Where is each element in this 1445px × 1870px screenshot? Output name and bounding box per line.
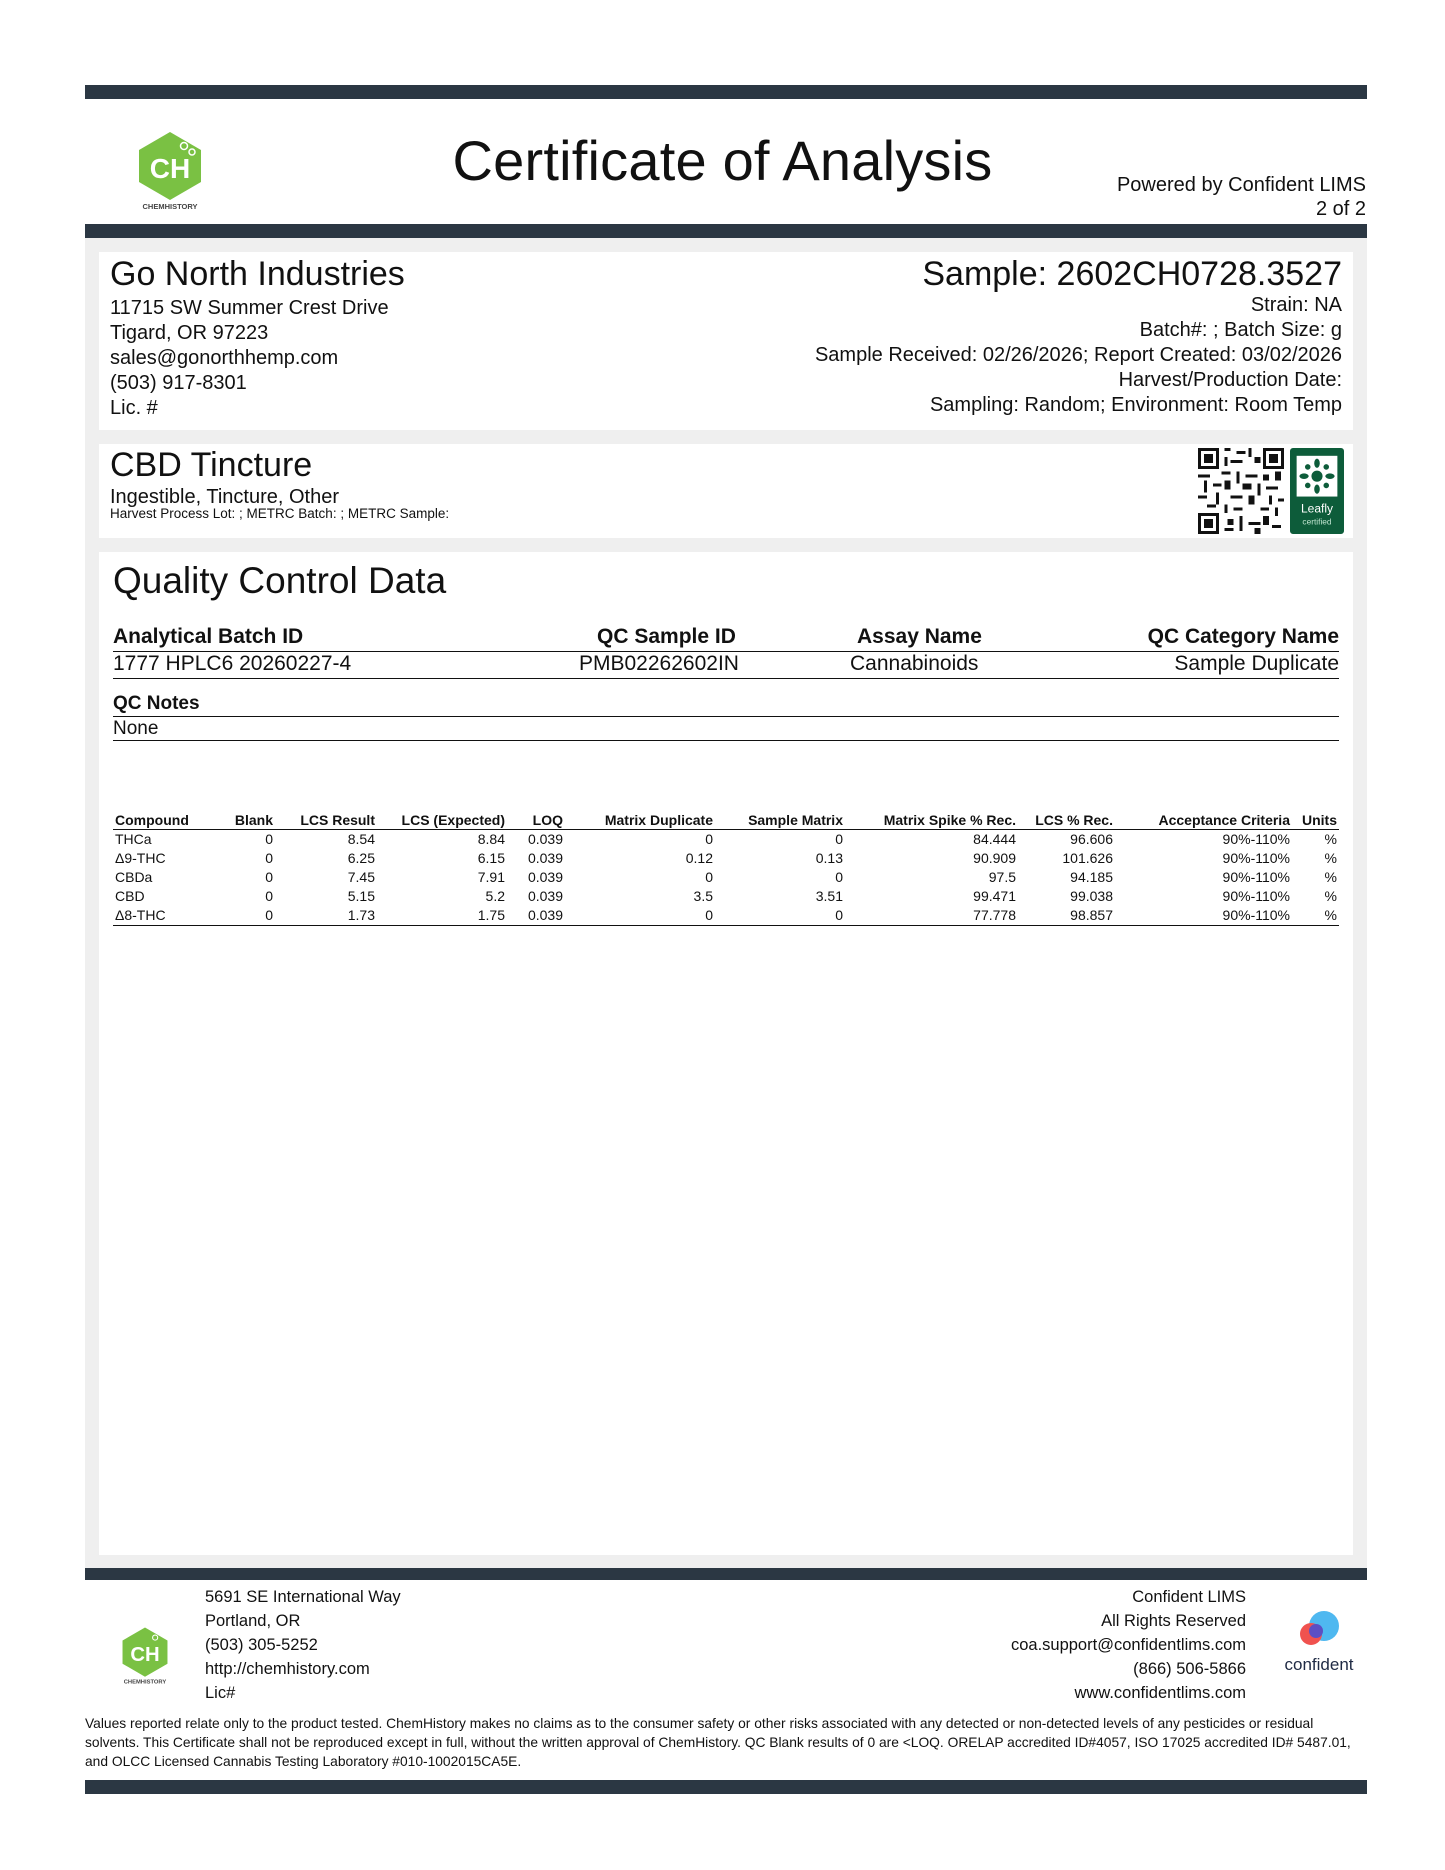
table-cell: 8.84 bbox=[477, 831, 505, 847]
column-header: Blank bbox=[211, 812, 275, 830]
table-cell: 0 bbox=[565, 906, 715, 926]
chemhistory-footer-logo bbox=[116, 1626, 174, 1684]
table-cell: 101.626 bbox=[1062, 850, 1113, 866]
bottom-rule bbox=[85, 1780, 1367, 1794]
column-header: Sample Matrix bbox=[715, 812, 845, 830]
table-cell: 77.778 bbox=[845, 906, 1018, 926]
table-row bbox=[113, 868, 1339, 887]
table-row bbox=[113, 906, 1339, 926]
column-header: LOQ bbox=[507, 812, 565, 830]
svg-text:CHEMHISTORY: CHEMHISTORY bbox=[123, 1679, 167, 1684]
table-cell: 8.54 bbox=[347, 831, 375, 847]
svg-text:certified: certified bbox=[1302, 516, 1332, 527]
table-cell: 98.857 bbox=[1018, 906, 1115, 926]
table-cell: % bbox=[1324, 850, 1337, 866]
table-cell: 0 bbox=[265, 850, 273, 866]
sample-strain: Strain: NA bbox=[1250, 294, 1342, 316]
column-header: LCS Result bbox=[275, 812, 377, 830]
lims-name: Confident LIMS bbox=[1132, 1588, 1246, 1606]
table-cell: 0 bbox=[265, 888, 273, 904]
table-cell: 6.15 bbox=[477, 850, 505, 866]
header-rule bbox=[85, 224, 1367, 238]
sample-sampling: Sampling: Random; Environment: Room Temp bbox=[929, 394, 1342, 416]
column-header: LCS % Rec. bbox=[1018, 812, 1115, 830]
svg-text:Leafly: Leafly bbox=[1300, 501, 1334, 516]
page-number: 2 of 2 bbox=[1315, 198, 1366, 220]
table-cell: 90%-110% bbox=[1222, 888, 1290, 904]
client-name: Go North Industries bbox=[110, 255, 405, 293]
table-cell: 0 bbox=[835, 869, 843, 885]
product-lot-info: Harvest Process Lot: ; METRC Batch: ; METRC Sample: bbox=[110, 506, 450, 521]
qr-code[interactable] bbox=[1198, 448, 1284, 534]
qc-notes-label: QC Notes bbox=[113, 693, 200, 714]
column-header: LCS (Expected) bbox=[377, 812, 507, 830]
lab-license: Lic# bbox=[205, 1684, 236, 1702]
table-cell: 90.909 bbox=[973, 850, 1016, 866]
table-cell: 90%-110% bbox=[1222, 831, 1290, 847]
top-rule bbox=[85, 85, 1367, 99]
table-cell: 3.51 bbox=[815, 888, 843, 904]
footer-rule bbox=[85, 1568, 1367, 1580]
sample-id: Sample: 2602CH0728.3527 bbox=[922, 255, 1342, 293]
table-row bbox=[113, 830, 1339, 850]
divider bbox=[113, 678, 1339, 679]
table-cell: % bbox=[1324, 831, 1337, 847]
lims-website-link[interactable]: www.confidentlims.com bbox=[1074, 1684, 1246, 1702]
column-header: Compound bbox=[113, 812, 211, 830]
client-address-line1: 11715 SW Summer Crest Drive bbox=[110, 297, 389, 319]
lab-address-line2: Portland, OR bbox=[205, 1612, 301, 1630]
table-row bbox=[113, 887, 1339, 906]
table-cell: 7.45 bbox=[347, 869, 375, 885]
table-cell: 0 bbox=[705, 831, 713, 847]
table-cell: 7.91 bbox=[477, 869, 505, 885]
table-cell: 0 bbox=[211, 906, 275, 926]
powered-by-label: Powered by Confident LIMS bbox=[1116, 174, 1366, 196]
table-cell: 0.13 bbox=[815, 850, 843, 866]
lab-phone: (503) 305-5252 bbox=[205, 1636, 318, 1654]
table-cell: 90%-110% bbox=[1222, 869, 1290, 885]
table-cell: THCa bbox=[115, 831, 152, 847]
table-cell: % bbox=[1324, 869, 1337, 885]
table-cell: 0 bbox=[835, 831, 843, 847]
svg-text:confident: confident bbox=[1284, 1655, 1354, 1674]
product-type: Ingestible, Tincture, Other bbox=[110, 486, 340, 508]
column-header: Units bbox=[1292, 812, 1339, 830]
leafly-certified-badge[interactable] bbox=[1290, 448, 1344, 534]
divider bbox=[113, 740, 1339, 741]
client-phone: (503) 917-8301 bbox=[110, 372, 247, 394]
table-cell: 5.15 bbox=[347, 888, 375, 904]
table-cell: 0 bbox=[705, 869, 713, 885]
table-cell: % bbox=[1324, 888, 1337, 904]
lab-address-line1: 5691 SE International Way bbox=[205, 1588, 401, 1606]
table-cell: 3.5 bbox=[693, 888, 713, 904]
qc-sample-id-value: PMB02262602IN bbox=[579, 652, 739, 675]
table-cell: 97.5 bbox=[988, 869, 1016, 885]
lims-email-link[interactable]: coa.support@confidentlims.com bbox=[1010, 1636, 1246, 1654]
svg-text:CH: CH bbox=[130, 1643, 160, 1666]
table-cell: 0 bbox=[265, 869, 273, 885]
sample-batch: Batch#: ; Batch Size: g bbox=[1139, 319, 1342, 341]
document-title: Certificate of Analysis bbox=[452, 129, 993, 192]
table-cell: 1.73 bbox=[275, 906, 377, 926]
qc-sample-id-header: QC Sample ID bbox=[597, 625, 736, 648]
table-cell: % bbox=[1292, 906, 1339, 926]
table-cell: 90%-110% bbox=[1222, 850, 1290, 866]
qc-category-value: Sample Duplicate bbox=[1174, 652, 1339, 675]
table-cell: 5.2 bbox=[485, 888, 505, 904]
client-email: sales@gonorthhemp.com bbox=[110, 347, 339, 369]
client-address-line2: Tigard, OR 97223 bbox=[110, 322, 269, 344]
batch-id-value: 1777 HPLC6 20260227-4 bbox=[113, 652, 352, 675]
table-cell: 0.039 bbox=[527, 888, 563, 904]
table-cell: 0.039 bbox=[507, 906, 565, 926]
qc-results-table bbox=[113, 812, 1339, 926]
qc-card bbox=[99, 552, 1353, 1555]
table-cell: 99.471 bbox=[973, 888, 1016, 904]
lims-phone: (866) 506-5866 bbox=[1133, 1660, 1246, 1678]
table-cell: 0.039 bbox=[527, 831, 563, 847]
column-header: Acceptance Criteria bbox=[1115, 812, 1292, 830]
table-cell: 0.12 bbox=[685, 850, 713, 866]
column-header: Matrix Duplicate bbox=[565, 812, 715, 830]
assay-name-header: Assay Name bbox=[857, 625, 982, 648]
table-cell: 0.039 bbox=[527, 850, 563, 866]
svg-text:CHEMHISTORY: CHEMHISTORY bbox=[142, 202, 198, 210]
table-cell: Δ9-THC bbox=[115, 850, 166, 866]
table-cell: 0 bbox=[715, 906, 845, 926]
lims-rights: All Rights Reserved bbox=[1101, 1612, 1246, 1630]
table-cell: CBDa bbox=[115, 869, 153, 885]
disclaimer-text: Values reported relate only to the product tested. ChemHistory makes no claims as to the consumer safety or other risks associated with any detected or non-detected levels of any pesticides or residual solvents. This Certificate shall not be reproduced except in full, without the written approval of ChemHistory. QC Blank results of 0 are <LOQ. ORELAP accredited ID#4057, ISO 17025 accredited ID# 5487.01, and OLCC Licensed Cannabis Testing Laboratory #010-1002015CA5E. bbox=[85, 1716, 1351, 1769]
assay-name-value: Cannabinoids bbox=[850, 652, 979, 675]
qc-category-header: QC Category Name bbox=[1147, 625, 1339, 648]
product-name: CBD Tincture bbox=[110, 446, 313, 484]
table-cell: 90%-110% bbox=[1115, 906, 1292, 926]
svg-text:CH: CH bbox=[149, 153, 191, 184]
table-cell: 0 bbox=[265, 831, 273, 847]
confident-logo bbox=[1276, 1606, 1362, 1676]
table-cell: Δ8-THC bbox=[113, 906, 211, 926]
table-cell: 1.75 bbox=[377, 906, 507, 926]
sample-harvest-date: Harvest/Production Date: bbox=[1118, 369, 1342, 391]
table-cell: 0.039 bbox=[527, 869, 563, 885]
batch-id-header: Analytical Batch ID bbox=[113, 625, 304, 648]
table-cell: 6.25 bbox=[347, 850, 375, 866]
table-cell: 99.038 bbox=[1070, 888, 1113, 904]
qc-notes-value: None bbox=[113, 718, 159, 739]
sample-dates: Sample Received: 02/26/2026; Report Created: 03/02/2026 bbox=[814, 344, 1342, 366]
table-header-row bbox=[113, 812, 1339, 830]
divider bbox=[113, 716, 1339, 717]
table-row bbox=[113, 849, 1339, 868]
table-cell: CBD bbox=[115, 888, 145, 904]
lab-website-link[interactable]: http://chemhistory.com bbox=[205, 1660, 370, 1678]
table-cell: 94.185 bbox=[1070, 869, 1113, 885]
table-cell: 84.444 bbox=[973, 831, 1016, 847]
table-cell: 96.606 bbox=[1070, 831, 1113, 847]
column-header: Matrix Spike % Rec. bbox=[845, 812, 1018, 830]
qc-section-title: Quality Control Data bbox=[113, 560, 447, 601]
client-license: Lic. # bbox=[110, 397, 158, 419]
